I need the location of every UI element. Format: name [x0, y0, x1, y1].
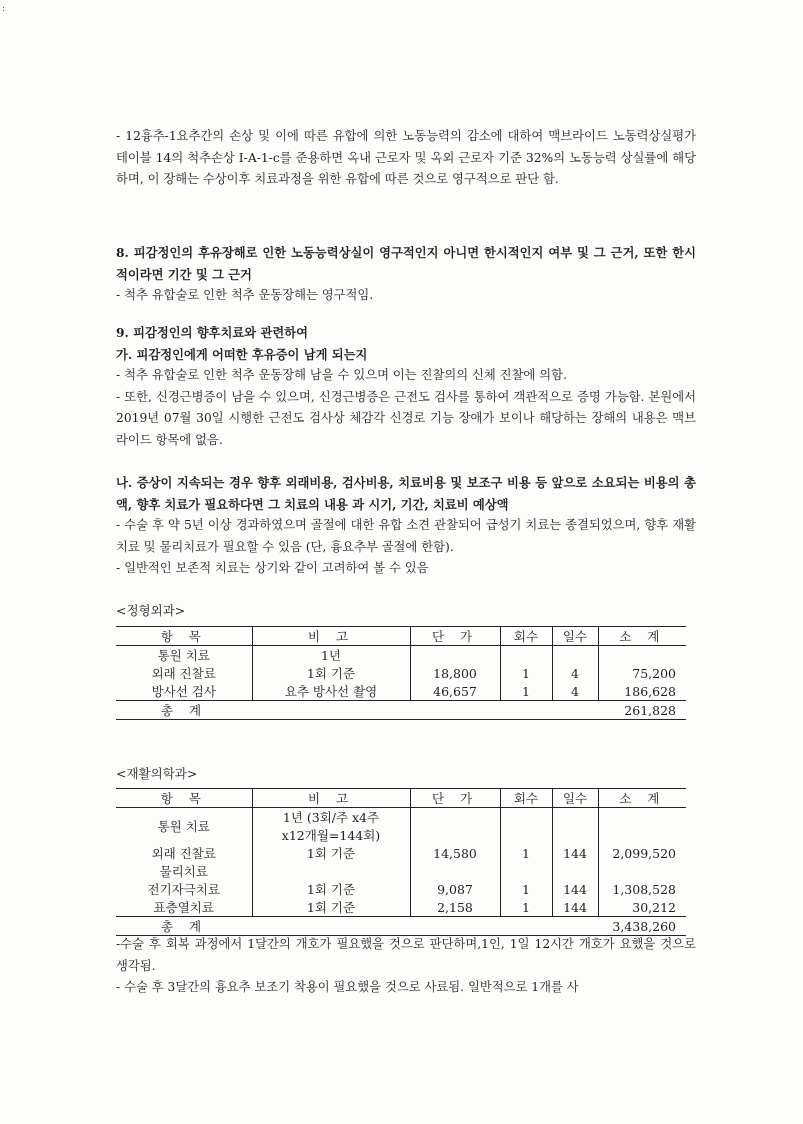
table-row — [116, 844, 686, 862]
section-9b-line: - 일반적인 보존적 치료는 상기와 같이 고려하여 볼 수 있음 — [116, 561, 429, 575]
header-subtotal: 소 계 — [598, 627, 686, 646]
group-note: x12개월=144회) — [252, 826, 410, 844]
table-row — [116, 682, 686, 701]
paragraph-line: - 수술 후 3달간의 흉요추 보조기 착용이 필요했을 것으로 사료됨. 일반적으로 1개를 사 — [116, 980, 579, 994]
section-9a-line: - 척추 유합술로 인한 척추 운동장해 남을 수 있으며 이는 진찰의의 신체 진찰에 의함. — [116, 368, 567, 382]
page-mark: : — [2, 4, 6, 14]
paragraph-care — [116, 934, 696, 999]
cell-price: 46,657 — [410, 682, 500, 701]
section-8-answer: - 척추 유합술로 인한 척추 운동장해는 영구적임. — [116, 288, 374, 302]
cell-days: 144 — [552, 880, 598, 898]
header-note: 비 고 — [252, 789, 410, 808]
section-9b-line: - 수술 후 약 5년 이상 경과하였으며 골절에 대한 유합 소견 관찰되어 급성기 치료는 종결되었으며, 향후 재활치료 및 물리치료가 필요할 수 있음 (단, 흉요추부 골절에 한함). — [116, 518, 696, 554]
table-row — [116, 880, 686, 898]
header-price: 단 가 — [410, 627, 500, 646]
cell-subtotal: 2,099,520 — [598, 844, 686, 862]
table2-caption: <재활의학과> — [116, 766, 198, 781]
cell-days: 144 — [552, 844, 598, 862]
cell-count: 1 — [500, 664, 552, 682]
section-9b-heading: 나. 증상이 지속되는 경우 향후 외래비용, 검사비용, 치료비용 및 보조구 비용 등 앞으로 소요되는 비용의 총액, 향후 치료가 필요하다면 그 치료의 내용 과 시기, 기간, 치료비 예상액 — [116, 475, 696, 512]
cell-item: 외래 진찰료 — [151, 666, 216, 681]
paragraph-line: -수술 후 회복 과정에서 1달간의 개호가 필요했을 것으로 판단하며,1인, 1일 12시간 개호가 요했을 것으로 생각됨. — [116, 937, 696, 973]
cell-price: 9,087 — [410, 880, 500, 898]
header-days: 일수 — [552, 789, 598, 808]
cell-days: 4 — [552, 682, 598, 701]
table-row — [116, 808, 686, 827]
table-header-row — [116, 627, 686, 646]
section-9a-line: - 또한, 신경근병증이 남을 수 있으며, 신경근병증은 근전도 검사를 통하여 객관적으로 증명 가능함. 본원에서 2019년 07월 30일 시행한 근전도 검사상 체감각 신경로 기능 장애가 보이나 해당하는 장해의 내용은 맥브라이드 항목에 없음. — [116, 389, 696, 447]
header-count: 회수 — [500, 789, 552, 808]
cell-count: 1 — [500, 898, 552, 917]
cell-days: 144 — [552, 898, 598, 917]
cell-item: 방사선 검사 — [151, 684, 216, 699]
cell-price: 2,158 — [410, 898, 500, 917]
header-item: 항 목 — [116, 789, 252, 808]
total-label: 총 계 — [116, 701, 252, 720]
total-value: 3,438,260 — [598, 917, 686, 936]
cell-subtotal: 186,628 — [598, 682, 686, 701]
cell-item: 물리치료 — [159, 864, 208, 879]
cell-price: 14,580 — [410, 844, 500, 862]
total-value: 261,828 — [598, 701, 686, 720]
table-row — [116, 898, 686, 917]
section-8 — [116, 242, 696, 307]
table-row — [116, 646, 686, 665]
section-9-heading: 9. 피감정인의 향후치료와 관련하여 — [116, 325, 308, 340]
cell-subtotal: 30,212 — [598, 898, 686, 917]
table-row — [116, 664, 686, 682]
section-9 — [116, 322, 696, 451]
paragraph-line: - 12흉추-1요추간의 손상 및 이에 따른 유합에 의한 노동능력의 감소에 대하여 맥브라이드 노동력상실평가 테이블 14의 척추손상 I-A-1-c를 준용하면 옥내 근로자 및 옥외 근로자 기준 32%의 노동능력 상실률에 해당하며, 이 장해는 수상이후 치료과정을 위한 유합에 따른 것으로 영구적으로 판단 함. — [116, 129, 696, 186]
group-note: 1년 (3회/주 x4주 — [252, 808, 410, 827]
cell-count: 1 — [500, 844, 552, 862]
cell-note: 1회 기준 — [252, 844, 410, 862]
header-days: 일수 — [552, 627, 598, 646]
cell-item: 외래 진찰료 — [151, 846, 216, 861]
cell-subtotal — [598, 862, 686, 880]
table-orthopedics — [116, 626, 686, 720]
cell-price: 18,800 — [410, 664, 500, 682]
table-header-row — [116, 789, 686, 808]
paragraph-mcbride — [116, 126, 696, 191]
cell-item: 전기자극치료 — [147, 882, 220, 897]
header-price: 단 가 — [410, 789, 500, 808]
cell-note: 1회 기준 — [252, 664, 410, 682]
table-row — [116, 862, 686, 880]
cell-count: 1 — [500, 880, 552, 898]
header-count: 회수 — [500, 627, 552, 646]
section-9b — [116, 472, 696, 580]
cell-subtotal: 1,308,528 — [598, 880, 686, 898]
cell-days: 4 — [552, 664, 598, 682]
section-9a-heading: 가. 피감정인에게 어떠한 후유증이 남게 되는지 — [116, 346, 368, 362]
group-label: 통원 치료 — [157, 648, 210, 663]
cell-subtotal: 75,200 — [598, 664, 686, 682]
header-note: 비 고 — [252, 627, 410, 646]
cell-note — [252, 862, 410, 880]
cell-note: 1회 기준 — [252, 898, 410, 917]
header-subtotal: 소 계 — [598, 789, 686, 808]
cell-price — [410, 862, 500, 880]
table-total-row — [116, 701, 686, 720]
total-label: 총 계 — [116, 917, 252, 936]
cell-count — [500, 862, 552, 880]
table-total-row — [116, 917, 686, 936]
table-rehabilitation — [116, 788, 686, 936]
cell-count: 1 — [500, 682, 552, 701]
table1-caption: <정형외과> — [116, 603, 186, 618]
group-note: 1년 — [252, 646, 410, 665]
section-8-heading: 8. 피감정인의 후유장해로 인한 노동능력상실이 영구적인지 아니면 한시적인지 여부 및 그 근거, 또한 한시적이라면 기간 및 그 근거 — [116, 245, 696, 282]
cell-item: 표층열치료 — [153, 900, 214, 915]
header-item: 항 목 — [116, 627, 252, 646]
group-label: 통원 치료 — [157, 819, 210, 834]
cell-note: 1회 기준 — [252, 880, 410, 898]
cell-days — [552, 862, 598, 880]
cell-note: 요추 방사선 촬영 — [252, 682, 410, 701]
